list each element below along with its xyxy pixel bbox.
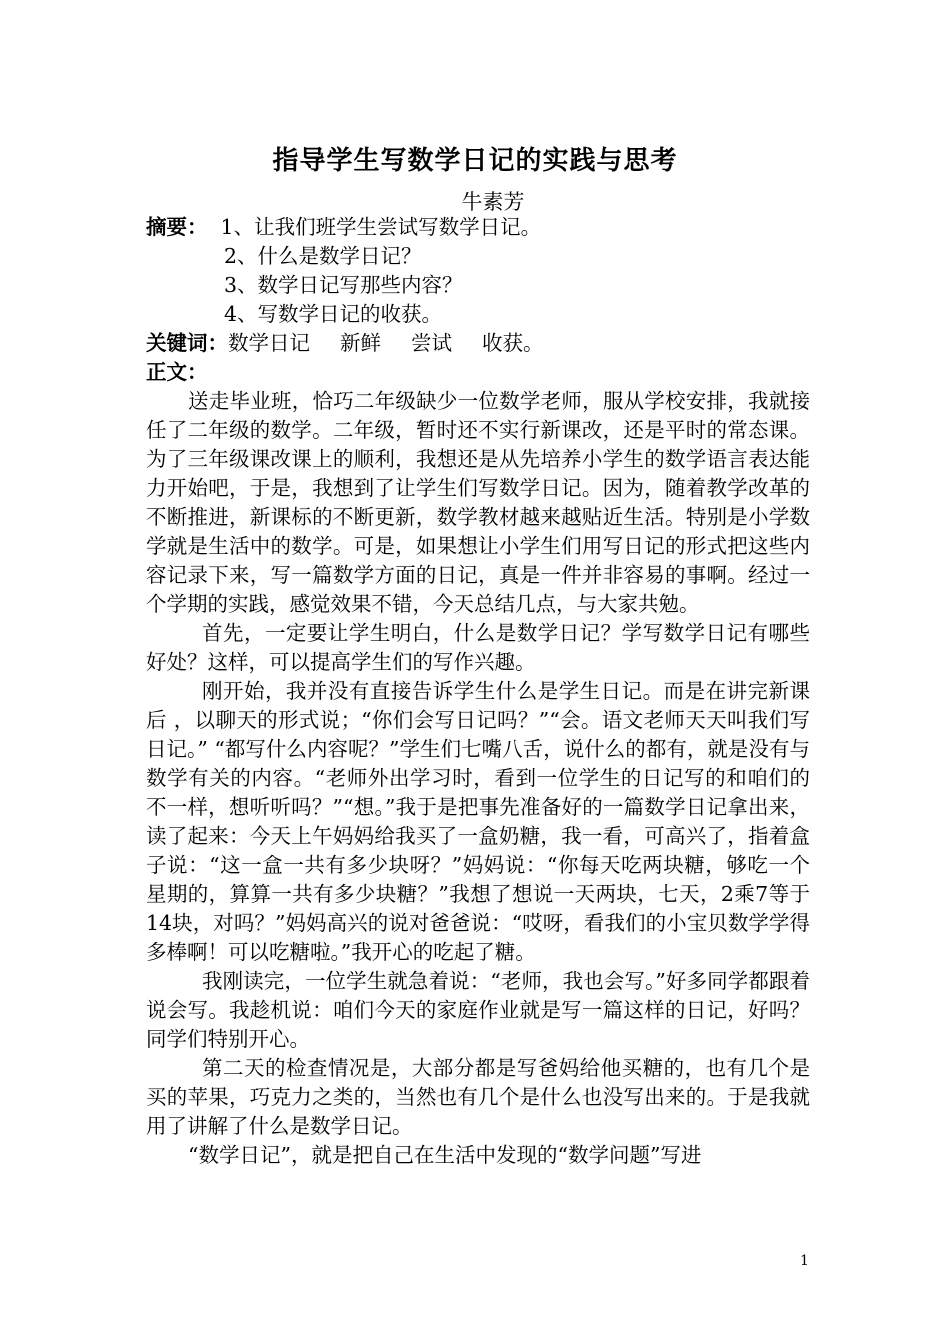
abstract-item: 3、数学日记写那些内容？: [224, 273, 463, 297]
abstract-line-4: [146, 300, 810, 329]
keyword: 尝试: [411, 331, 452, 355]
paragraph-text: 送走毕业班，恰巧二年级缺少一位数学老师，服从学校安排，我就接任了二年级的数学。二年级，暂时还不实行新课改，还是平时的常态课。为了三年级课改课上的顺利，我想还是从先培养小学生的数学语言表达能力开始吧，于是，我想到了让学生们写数学日记。因为，随着教学改革的不断推进，新课标的不断更新，数学教材越来越贴近生活。特别是小学数学就是生活中的数学。可是，如果想让小学生们用写日记的形式把这些内容记录下来，写一篇数学方面的日记，真是一件并非容易的事啊。经过一个学期的实践，感觉效果不错，今天总结几点，与大家共勉。: [146, 389, 810, 616]
body-label: 正文：: [146, 360, 208, 384]
keyword: 收获。: [482, 331, 544, 355]
paragraph-text: 第二天的检查情况是，大部分都是写爸妈给他买糖的，也有几个是买的苹果，巧克力之类的，当然也有几个是什么也没写出来的。于是我就用了讲解了什么是数学日记。: [146, 1056, 810, 1138]
keywords-label: 关键词：: [146, 331, 228, 355]
paragraph: [146, 619, 810, 677]
paragraph-text: 刚开始，我并没有直接告诉学生什么是学生日记。而是在讲完新课后 ，以聊天的形式说；“你们会写日记吗？”“会。语文老师天天叫我们写日记。” “都写什么内容呢？”学生们七嘴八舌，说什么的都有，就是没有与数学有关的内容。“老师外出学习时，看到一位学生的日记写的和咱们的不一样，想听听吗？”“想。”我于是把事先准备好的一篇数学日记拿出来，读了起来：今天上午妈妈给我买了一盒奶糖，我一看，可高兴了，指着盒子说：“这一盒一共有多少块呀？”妈妈说：“你每天吃两块糖，够吃一个星期的，算算一共有多少块糖？”我想了想说一天两块，七天，2乘7等于14块，对吗？”妈妈高兴的说对爸爸说：“哎呀，看我们的小宝贝数学学得多棒啊！可以吃糖啦。”我开心的吃起了糖。: [146, 679, 810, 964]
abstract-item: 4、写数学日记的收获。: [224, 302, 443, 326]
paragraph-text: 首先，一定要让学生明白，什么是数学日记？学写数学日记有哪些好处？这样，可以提高学生们的写作兴趣。: [146, 621, 810, 674]
abstract-item: 1、让我们班学生尝试写数学日记。: [220, 215, 542, 239]
paragraph: [146, 1141, 810, 1170]
paragraph: [146, 967, 810, 1054]
abstract-line-2: [146, 242, 810, 271]
page-number: 1: [800, 1253, 809, 1269]
paragraph: [146, 677, 810, 967]
page-title: 指导学生写数学日记的实践与思考: [272, 146, 678, 176]
paragraph: [146, 387, 810, 619]
abstract-line-3: [146, 271, 810, 300]
keywords-line: [146, 329, 810, 358]
paragraph-text: “数学日记”，就是把自己在生活中发现的“数学问题”写进: [188, 1143, 702, 1167]
abstract-item: 2、什么是数学日记？: [224, 244, 422, 268]
paragraph-text: 我刚读完，一位学生就急着说：“老师，我也会写。”好多同学都跟着说会写。我趁机说：咱们今天的家庭作业就是写一篇这样的日记，好吗？同学们特别开心。: [146, 969, 810, 1051]
keyword: 数学日记: [228, 331, 310, 355]
keyword: 新鲜: [340, 331, 381, 355]
abstract-line-1: [146, 213, 810, 242]
paragraph: [146, 1054, 810, 1141]
document-content: [146, 213, 810, 1170]
abstract-label: 摘要：: [146, 215, 208, 239]
author-name: 牛素芳: [461, 190, 525, 214]
